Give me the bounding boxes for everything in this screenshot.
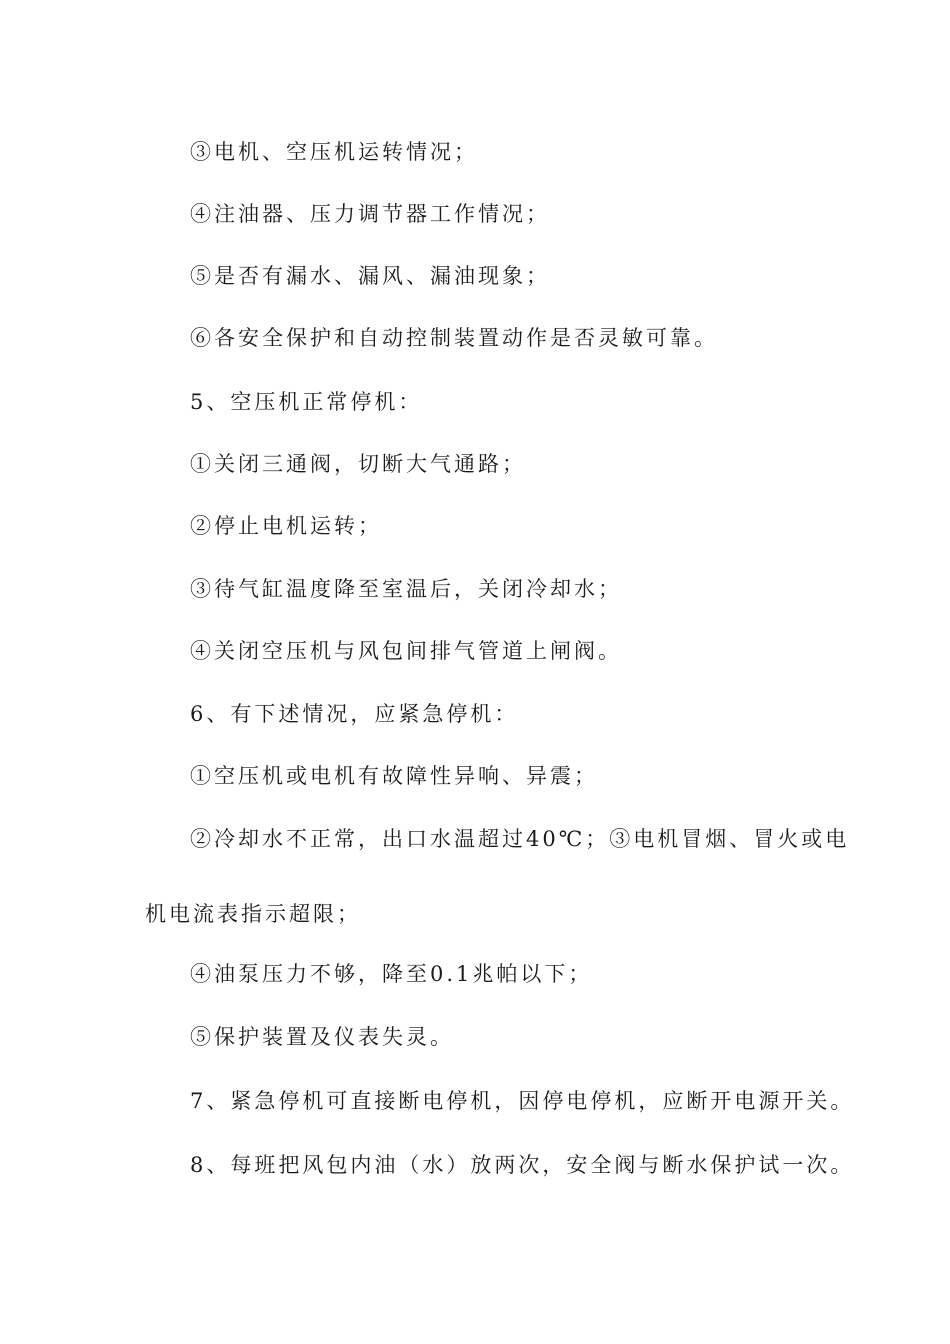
- item-4-lubricator-regulator-status: ④注油器、压力调节器工作情况；: [190, 202, 550, 226]
- section-6-emergency-stop-heading: 6、有下述情况，应紧急停机：: [190, 702, 519, 726]
- emergency-item-1: ①空压机或电机有故障性异响、异震；: [190, 764, 598, 788]
- section-7-emergency-power-off: 7、紧急停机可直接断电停机，因停电停机，应断开电源开关。: [190, 1089, 855, 1113]
- shutdown-step-2: ②停止电机运转；: [190, 514, 382, 538]
- section-5-normal-shutdown-heading: 5、空压机正常停机：: [190, 390, 423, 414]
- shutdown-step-4: ④关闭空压机与风包间排气管道上闸阀。: [190, 639, 622, 663]
- emergency-item-4: ④油泵压力不够，降至0.1兆帕以下；: [190, 962, 593, 986]
- item-5-leak-check: ⑤是否有漏水、漏风、漏油现象；: [190, 264, 550, 288]
- shutdown-step-3: ③待气缸温度降至室温后，关闭冷却水；: [190, 577, 622, 601]
- shutdown-step-1: ①关闭三通阀，切断大气通路；: [190, 452, 526, 476]
- item-3-motor-compressor-status: ③电机、空压机运转情况；: [190, 140, 478, 164]
- item-6-safety-devices-check: ⑥各安全保护和自动控制装置动作是否灵敏可靠。: [190, 326, 718, 350]
- emergency-item-2-3: ②冷却水不正常，出口水温超过40℃；③电机冒烟、冒火或电: [190, 827, 850, 851]
- section-8-shift-drain-and-test: 8、每班把风包内油（水）放两次，安全阀与断水保护试一次。: [190, 1153, 855, 1177]
- emergency-item-5: ⑤保护装置及仪表失灵。: [190, 1025, 454, 1049]
- emergency-item-3-continued: 机电流表指示超限；: [145, 902, 361, 926]
